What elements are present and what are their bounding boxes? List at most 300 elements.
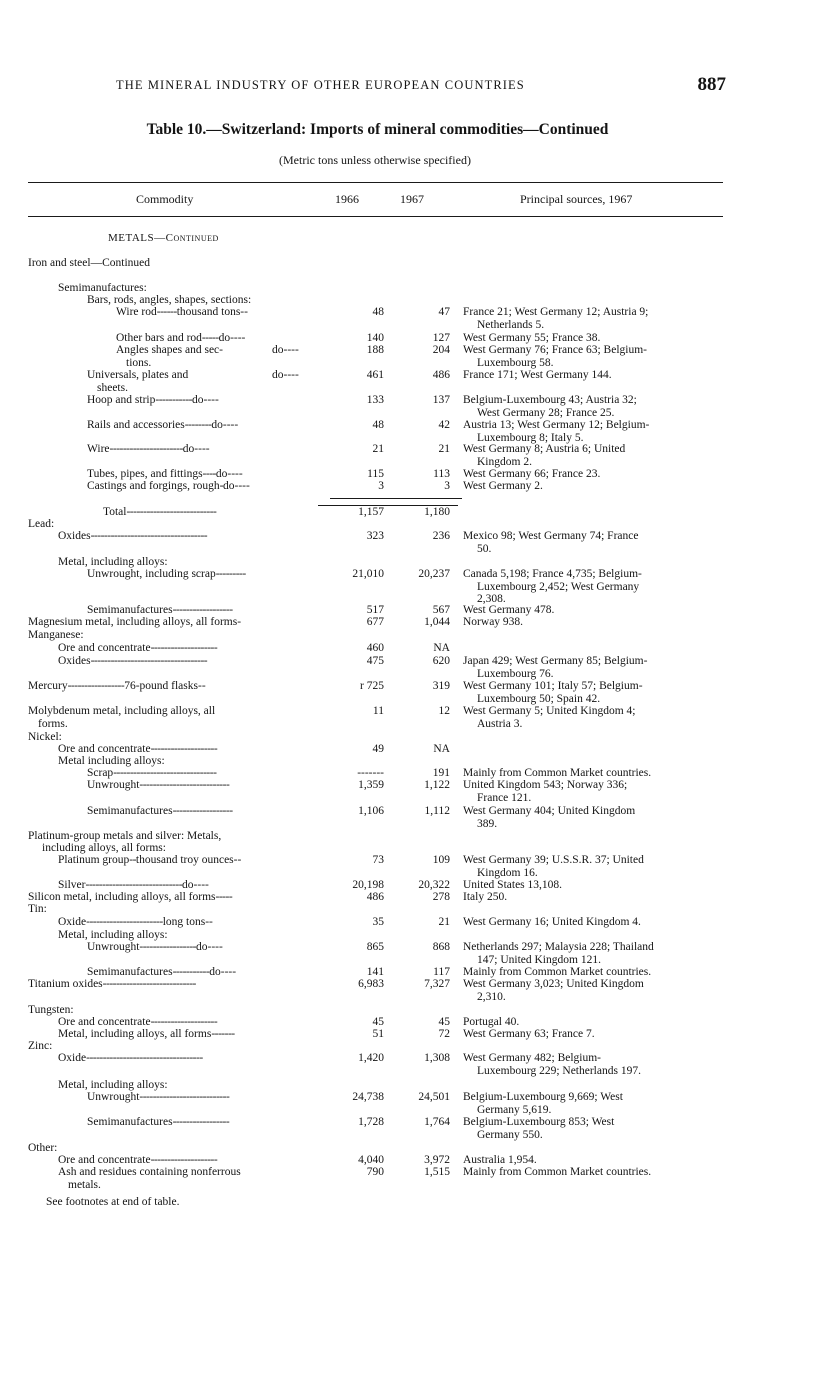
- principal-sources: [463, 805, 735, 830]
- commodity-cell: [28, 830, 221, 843]
- commodity-label: Titanium oxides----------------------------: [28, 978, 196, 990]
- unit-label: do----: [192, 394, 219, 406]
- dot-leader: ------: [156, 306, 177, 318]
- commodity-label: Silver-----------------------------do----: [58, 879, 209, 891]
- source-line: 2,310.: [477, 990, 506, 1003]
- principal-sources: [463, 306, 735, 331]
- unit-label: do----: [272, 344, 299, 356]
- value-1966: 21: [372, 443, 384, 455]
- value-1967: 204: [432, 344, 450, 356]
- value-1966: 11: [372, 705, 384, 717]
- commodity-label: Oxides-----------------------------------: [58, 530, 208, 542]
- principal-sources: [463, 1052, 735, 1077]
- principal-sources: [463, 443, 735, 468]
- value-1966: 677: [366, 616, 384, 628]
- value-1966: 865: [366, 941, 384, 953]
- principal-sources: [463, 941, 735, 966]
- source-line: Netherlands 5.: [477, 318, 545, 331]
- commodity-cell: [42, 842, 166, 855]
- commodity-cell: [103, 506, 216, 519]
- commodity-label: Tin:: [28, 903, 47, 915]
- commodity-cell: [58, 642, 217, 655]
- value-1966: 48: [372, 419, 384, 431]
- commodity-cell: [87, 941, 223, 954]
- value-1967: 1,122: [424, 779, 450, 791]
- column-header-1967: 1967: [400, 192, 424, 206]
- source-line: West Germany 101; Italy 57; Belgium-: [463, 680, 643, 692]
- value-1966: 486: [366, 891, 384, 903]
- commodity-label: Universals, plates and do----: [87, 369, 299, 381]
- source-line: West Germany 478.: [463, 604, 555, 616]
- principal-sources: [463, 1154, 735, 1167]
- source-line: Austria 3.: [477, 717, 523, 730]
- source-line: Luxembourg 2,452; West Germany: [477, 580, 640, 593]
- value-1966: 323: [366, 530, 384, 542]
- value-1967: 1,044: [424, 616, 450, 628]
- unit-label: do----: [215, 468, 243, 480]
- unit-label: long tons--: [162, 916, 213, 928]
- principal-sources: [463, 705, 735, 730]
- source-line: France 171; West Germany 144.: [463, 369, 612, 381]
- commodity-cell: [58, 556, 168, 569]
- commodity-label: Platinum group--thousand troy ounces--: [58, 854, 242, 866]
- value-1967: NA: [433, 642, 450, 654]
- commodity-label: Other:: [28, 1142, 58, 1154]
- commodity-cell: [28, 891, 232, 904]
- commodity-cell: [87, 805, 233, 818]
- commodity-label: Nickel:: [28, 731, 62, 743]
- value-1966: 1,157: [358, 506, 384, 518]
- source-line: Mainly from Common Market countries.: [463, 1166, 652, 1178]
- source-line: 50.: [477, 542, 492, 555]
- value-1967: 127: [432, 332, 450, 344]
- commodity-cell: [58, 916, 213, 929]
- commodity-cell: [58, 1028, 235, 1041]
- commodity-label: Lead:: [28, 518, 55, 530]
- unit-label: 76-pound flasks--: [124, 680, 206, 692]
- commodity-cell: [28, 978, 196, 991]
- value-1966: 4,040: [358, 1154, 384, 1166]
- value-1967: 1,180: [424, 506, 450, 518]
- principal-sources: [463, 568, 735, 606]
- commodity-label: Total---------------------------: [103, 506, 217, 518]
- commodity-cell: [87, 568, 246, 581]
- commodity-label: Unwrought---------------------------: [87, 1091, 230, 1103]
- commodity-cell: [28, 257, 150, 270]
- dot-leader: ---------------------------: [139, 1091, 230, 1103]
- commodity-label: Zinc:: [28, 1040, 53, 1052]
- commodity-label: Castings and forgings, rough-do----: [87, 480, 250, 492]
- commodity-cell: [87, 1116, 229, 1129]
- commodity-cell: [58, 743, 217, 756]
- commodity-label: Bars, rods, angles, shapes, sections:: [87, 294, 252, 306]
- commodity-cell: [58, 755, 165, 768]
- commodity-cell: [28, 1142, 57, 1155]
- commodity-label: Wire----------------------do----: [87, 443, 210, 455]
- source-line: 389.: [477, 817, 498, 830]
- principal-sources: [463, 854, 735, 879]
- value-1967: 109: [432, 854, 450, 866]
- source-line: West Germany 2.: [463, 480, 543, 492]
- dot-leader: ---------------------------: [139, 779, 230, 791]
- commodity-label: Oxide-----------------------------------: [58, 1052, 203, 1064]
- principal-sources: [463, 680, 735, 705]
- value-1966: 475: [366, 655, 384, 667]
- principal-sources: [463, 332, 735, 345]
- value-1966: 73: [372, 854, 384, 866]
- dot-leader: -----: [215, 891, 233, 903]
- value-1966: 141: [366, 966, 384, 978]
- commodity-label: Ore and concentrate--------------------: [58, 743, 218, 755]
- value-1966: 461: [366, 369, 384, 381]
- source-line: West Germany 5; United Kingdom 4;: [463, 705, 636, 717]
- commodity-cell: [58, 282, 147, 295]
- commodity-label: Angles shapes and sec- do----: [116, 344, 299, 356]
- commodity-label: Magnesium metal, including alloys, all forms-: [28, 616, 241, 628]
- principal-sources: [463, 779, 735, 804]
- source-line: West Germany 28; France 25.: [477, 406, 615, 419]
- dot-leader: -------: [211, 1028, 235, 1040]
- source-line: Kingdom 16.: [477, 866, 538, 879]
- value-1967: 191: [432, 767, 450, 779]
- source-line: West Germany 76; France 63; Belgium-: [463, 344, 647, 356]
- principal-sources: [463, 879, 735, 892]
- commodity-label: Metal, including alloys:: [58, 556, 168, 568]
- principal-sources: [463, 1028, 735, 1041]
- commodity-cell: [28, 903, 47, 916]
- value-1966: 35: [372, 916, 384, 928]
- principal-sources: [463, 1091, 735, 1116]
- dot-leader: ---------: [215, 568, 246, 580]
- commodity-label: Oxides-----------------------------------: [58, 655, 208, 667]
- commodity-label: Wire rod------thousand tons--: [116, 306, 248, 318]
- commodity-cell: [58, 1052, 203, 1065]
- value-1967: 42: [438, 419, 450, 431]
- dot-leader: -: [219, 480, 224, 492]
- value-1966: 790: [366, 1166, 384, 1178]
- footnote: See footnotes at end of table.: [46, 1196, 180, 1208]
- commodity-cell: [87, 468, 243, 481]
- source-line: Luxembourg 58.: [477, 356, 554, 369]
- commodity-cell: [58, 1016, 217, 1029]
- source-line: Italy 250.: [463, 891, 508, 903]
- principal-sources: [463, 394, 735, 419]
- value-1967: 113: [433, 468, 450, 480]
- column-header-sources: Principal sources, 1967: [520, 192, 633, 206]
- source-line: West Germany 404; United Kingdom: [463, 805, 636, 817]
- value-1967: 236: [432, 530, 450, 542]
- value-1967: 567: [432, 604, 450, 616]
- value-1966: 21,010: [352, 568, 384, 580]
- principal-sources: [463, 419, 735, 444]
- commodity-label: Oxide-----------------------long tons--: [58, 916, 213, 928]
- value-1967: 45: [438, 1016, 450, 1028]
- commodity-cell: [58, 854, 241, 867]
- value-1967: 72: [438, 1028, 450, 1040]
- dot-leader: -----------------------------: [85, 879, 183, 891]
- value-1966: 45: [372, 1016, 384, 1028]
- value-1966: 140: [366, 332, 384, 344]
- source-line: 147; United Kingdom 121.: [477, 953, 601, 966]
- value-1967: 1,112: [424, 805, 450, 817]
- dot-leader: -----------------------: [86, 916, 163, 928]
- commodity-cell: [58, 530, 207, 543]
- value-1967: 47: [438, 306, 450, 318]
- value-1966: 51: [372, 1028, 384, 1040]
- principal-sources: [463, 1016, 735, 1029]
- dot-leader: ----------------------------: [102, 978, 196, 990]
- source-line: West Germany 66; France 23.: [463, 468, 601, 480]
- commodity-label: Semimanufactures------------------: [87, 805, 233, 817]
- source-line: Luxembourg 8; Italy 5.: [477, 431, 584, 444]
- unit-label: thousand troy ounces--: [135, 854, 242, 866]
- dot-leader: ----: [202, 468, 216, 480]
- source-line: Norway 938.: [463, 616, 524, 628]
- principal-sources: [463, 1116, 735, 1141]
- commodity-label: Rails and accessories--------do----: [87, 419, 239, 431]
- value-1966: -------: [357, 767, 384, 779]
- value-1967: 620: [432, 655, 450, 667]
- source-line: West Germany 8; Austria 6; United: [463, 443, 626, 455]
- commodity-cell: [87, 604, 233, 617]
- commodity-cell: [87, 419, 238, 432]
- value-1967: NA: [433, 743, 450, 755]
- commodity-label: Ore and concentrate--------------------: [58, 642, 218, 654]
- dot-leader: -----------------------------------: [86, 1052, 203, 1064]
- commodity-cell: [87, 966, 236, 979]
- value-1967: 319: [432, 680, 450, 692]
- commodity-label: Tungsten:: [28, 1004, 74, 1016]
- commodity-cell: [58, 655, 207, 668]
- principal-sources: [463, 468, 735, 481]
- value-1966: 49: [372, 743, 384, 755]
- unit-label: do----: [182, 879, 209, 891]
- commodity-cell: [28, 731, 62, 744]
- value-1967: 3: [444, 480, 450, 492]
- source-line: West Germany 55; France 38.: [463, 332, 601, 344]
- commodity-label: Ore and concentrate--------------------: [58, 1154, 218, 1166]
- source-line: West Germany 39; U.S.S.R. 37; United: [463, 854, 644, 866]
- commodity-label: Metal, including alloys:: [58, 1079, 168, 1091]
- top-rule: [28, 182, 723, 183]
- commodity-cell: [87, 394, 219, 407]
- value-1966: 48: [372, 306, 384, 318]
- commodity-label: Other bars and rod-----do----: [116, 332, 246, 344]
- commodity-cell: [58, 929, 168, 942]
- commodity-cell: [116, 306, 248, 319]
- commodity-label: Ash and residues containing nonferrous: [58, 1166, 241, 1178]
- unit-label: do----: [223, 480, 250, 492]
- page-number: 887: [697, 74, 726, 95]
- source-line: France 21; West Germany 12; Austria 9;: [463, 306, 649, 318]
- value-1966: 3: [378, 480, 384, 492]
- commodity-label-continued: sheets.: [97, 381, 128, 394]
- total-rule: [330, 498, 462, 499]
- value-1966: 1,106: [358, 805, 384, 817]
- source-line: Netherlands 297; Malaysia 228; Thailand: [463, 941, 654, 953]
- principal-sources: [463, 767, 735, 780]
- value-1967: 486: [432, 369, 450, 381]
- source-line: West Germany 16; United Kingdom 4.: [463, 916, 641, 928]
- running-head: [116, 74, 726, 98]
- dot-leader: -----: [201, 332, 219, 344]
- commodity-cell: [28, 616, 241, 629]
- value-1967: 278: [432, 891, 450, 903]
- source-line: United Kingdom 543; Norway 336;: [463, 779, 628, 791]
- source-line: West Germany 63; France 7.: [463, 1028, 595, 1040]
- dot-leader: -----------------------------------: [90, 530, 208, 542]
- source-line: Belgium-Luxembourg 853; West: [463, 1116, 615, 1128]
- commodity-label: Molybdenum metal, including alloys, all: [28, 705, 216, 717]
- source-line: Mexico 98; West Germany 74; France: [463, 530, 639, 542]
- value-1966: 6,983: [358, 978, 384, 990]
- commodity-cell: [58, 879, 209, 892]
- principal-sources: [463, 1166, 735, 1179]
- dot-leader: ------------------: [172, 805, 233, 817]
- source-line: Germany 550.: [477, 1128, 543, 1141]
- principal-sources: [463, 966, 735, 979]
- source-line: Luxembourg 76.: [477, 667, 554, 680]
- commodity-cell: [28, 705, 215, 730]
- commodity-label-continued: forms.: [38, 717, 68, 730]
- dot-leader: --: [129, 854, 136, 866]
- commodity-label: Unwrought, including scrap---------: [87, 568, 246, 580]
- dot-leader: -----------------: [172, 1116, 230, 1128]
- value-1967: 21: [438, 916, 450, 928]
- commodity-label: Semimanufactures------------------: [87, 604, 233, 616]
- value-1967: 21: [438, 443, 450, 455]
- value-1967: 868: [432, 941, 450, 953]
- value-1966: 20,198: [352, 879, 384, 891]
- source-line: United States 13,108.: [463, 879, 563, 891]
- principal-sources: [463, 604, 735, 617]
- commodity-cell: [108, 232, 219, 245]
- dot-leader: -----------------------------------: [90, 655, 208, 667]
- source-line: Australia 1,954.: [463, 1154, 537, 1166]
- source-line: France 121.: [477, 791, 532, 804]
- commodity-label: Mercury-----------------76-pound flasks--: [28, 680, 206, 692]
- value-1967: 7,327: [424, 978, 450, 990]
- source-line: Austria 13; West Germany 12; Belgium-: [463, 419, 650, 431]
- commodity-cell: [87, 443, 210, 456]
- commodity-cell: [28, 1040, 52, 1053]
- commodity-label-continued: tions.: [126, 356, 152, 369]
- value-1966: 1,728: [358, 1116, 384, 1128]
- value-1967: 3,972: [424, 1154, 450, 1166]
- unit-label: do----: [182, 443, 210, 455]
- commodity-label: Manganese:: [28, 629, 84, 641]
- source-line: Mainly from Common Market countries.: [463, 767, 652, 779]
- dot-leader: -----------------: [67, 680, 125, 692]
- commodity-cell: [87, 1091, 229, 1104]
- dot-leader: --------------------: [150, 642, 218, 654]
- value-1967: 20,322: [418, 879, 450, 891]
- value-1967: 1,764: [424, 1116, 450, 1128]
- commodity-label: Semimanufactures-----------------: [87, 1116, 230, 1128]
- principal-sources: [463, 344, 735, 369]
- commodity-label-continued: metals.: [68, 1178, 101, 1191]
- commodity-cell: [116, 332, 245, 345]
- commodity-cell: [58, 1154, 217, 1167]
- commodity-cell: [28, 629, 84, 642]
- source-line: Luxembourg 50; Spain 42.: [477, 692, 601, 705]
- principal-sources: [463, 480, 735, 493]
- value-1967: 137: [432, 394, 450, 406]
- dot-leader: --------------------: [150, 1154, 218, 1166]
- value-1966: 188: [366, 344, 384, 356]
- principal-sources: [463, 978, 735, 1003]
- commodity-label: Iron and steel—Continued: [28, 257, 151, 269]
- source-line: Belgium-Luxembourg 9,669; West: [463, 1091, 623, 1103]
- source-line: Luxembourg 229; Netherlands 197.: [477, 1064, 641, 1077]
- value-1967: 117: [433, 966, 450, 978]
- table-title: Table 10.—Switzerland: Imports of mineral commodities—Continued: [146, 121, 609, 138]
- source-line: Portugal 40.: [463, 1016, 520, 1028]
- commodity-cell: [58, 1166, 241, 1191]
- source-line: Belgium-Luxembourg 43; Austria 32;: [463, 394, 637, 406]
- dot-leader: --------------------: [150, 1016, 218, 1028]
- commodity-label: METALS—Continued: [108, 232, 219, 244]
- commodity-label: Tubes, pipes, and fittings----do----: [87, 468, 243, 480]
- header-bottom-rule: [28, 216, 723, 217]
- source-line: West Germany 482; Belgium-: [463, 1052, 602, 1064]
- value-1967: 1,308: [424, 1052, 450, 1064]
- commodity-cell: [28, 518, 54, 531]
- source-line: Kingdom 2.: [477, 455, 532, 468]
- dot-leader: ---------------------------: [126, 506, 217, 518]
- value-1966: 517: [366, 604, 384, 616]
- commodity-label: Semimanufactures-----------do----: [87, 966, 237, 978]
- table-subtitle: (Metric tons unless otherwise specified): [279, 153, 471, 167]
- unit-label: do----: [196, 941, 223, 953]
- commodity-label: Metal, including alloys, all forms-------: [58, 1028, 235, 1040]
- commodity-label: including alloys, all forms:: [42, 842, 166, 854]
- value-1966: 460: [366, 642, 384, 654]
- unit-label: do----: [209, 966, 237, 978]
- column-header-commodity: Commodity: [136, 192, 194, 206]
- commodity-cell: [87, 294, 251, 307]
- dot-leader: --------: [184, 419, 212, 431]
- principal-sources: [463, 916, 735, 929]
- dot-leader: -------------------------------: [113, 767, 217, 779]
- commodity-label: Unwrought---------------------------: [87, 779, 230, 791]
- commodity-label: Platinum-group metals and silver: Metals,: [28, 830, 222, 842]
- value-1966: 115: [367, 468, 384, 480]
- dot-leader: ------------------: [172, 604, 233, 616]
- commodity-cell: [87, 369, 299, 394]
- commodity-cell: [28, 680, 206, 693]
- commodity-cell: [87, 767, 216, 780]
- value-1966: 1,420: [358, 1052, 384, 1064]
- commodity-label: Silicon metal, including alloys, all forms-----: [28, 891, 233, 903]
- source-line: Japan 429; West Germany 85; Belgium-: [463, 655, 648, 667]
- principal-sources: [463, 891, 735, 904]
- principal-sources: [463, 530, 735, 555]
- unit-label: do----: [211, 419, 239, 431]
- value-1967: 20,237: [418, 568, 450, 580]
- principal-sources: [463, 655, 735, 680]
- unit-label: thousand tons--: [176, 306, 248, 318]
- running-title: THE MINERAL INDUSTRY OF OTHER EUROPEAN COUNTRIES: [116, 78, 525, 92]
- commodity-label: Hoop and strip-----------do----: [87, 394, 219, 406]
- commodity-label: Ore and concentrate--------------------: [58, 1016, 218, 1028]
- value-1966: 133: [366, 394, 384, 406]
- principal-sources: [463, 616, 735, 629]
- source-line: Mainly from Common Market countries.: [463, 966, 652, 978]
- value-1966: 24,738: [352, 1091, 384, 1103]
- source-line: Canada 5,198; France 4,735; Belgium-: [463, 568, 642, 580]
- value-1967: 1,515: [424, 1166, 450, 1178]
